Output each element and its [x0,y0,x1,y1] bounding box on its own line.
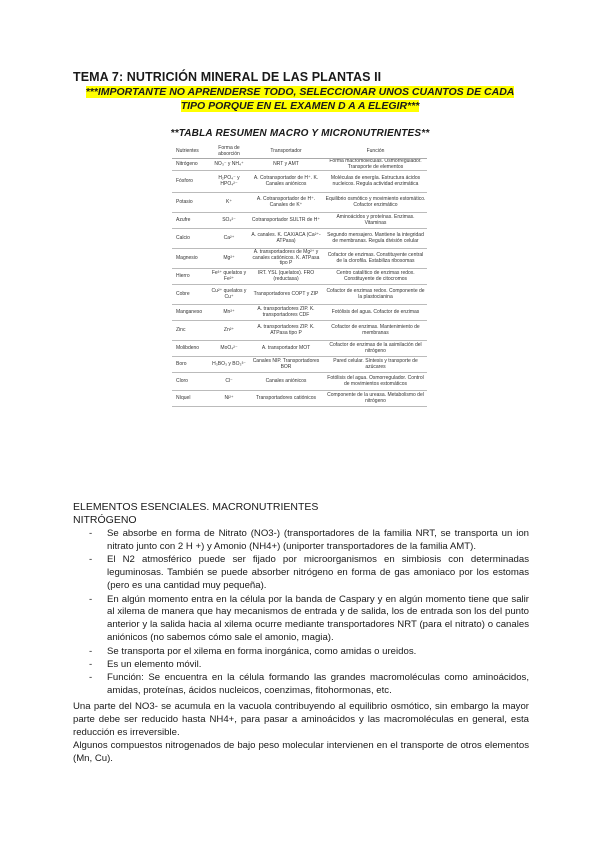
cell-function: Moléculas de energía. Estructura ácidos nucleicos. Regula actividad enzimática [324,171,427,193]
list-item [73,554,529,593]
cell-absorption-form: Ca²⁺ [210,229,248,249]
list-item [73,659,529,672]
bullet-text: Se transporta por el xilema en forma inorgánica, como amidas o ureidos. [107,645,417,657]
cell-nutrient: Boro [172,357,210,373]
header-transporter: Transportador [248,146,324,159]
list-item [73,672,529,698]
table-row [172,321,427,341]
cell-transporter: Canales NIP. Transportadores BOR [248,357,324,373]
table-row [172,171,427,193]
cell-transporter: A. transportadores ZIP. K. transportadores CDF [248,305,324,321]
bullet-dash: - [89,593,93,605]
cell-function: Forma macromoléculas. Osmorregulador. Transporte de elementos [324,159,427,171]
cell-transporter: A. transportador MOT [248,341,324,357]
cell-transporter: A. transportadores de Mg²⁺ y canales catiónicos. K. ATPasa tipo P [248,249,324,269]
cell-nutrient: Níquel [172,391,210,407]
table-row [172,193,427,213]
cell-absorption-form: SO₄²⁻ [210,213,248,229]
table-title: **TABLA RESUMEN MACRO Y MICRONUTRIENTES** [170,128,430,139]
table-row [172,213,427,229]
bullet-dash: - [89,554,93,566]
cell-absorption-form: Ni²⁺ [210,391,248,407]
cell-function: Aminoácidos y proteínas. Enzimas. Vitaminas [324,213,427,229]
cell-function: Cofactor de enzimas de la asimilación del nitrógeno [324,341,427,357]
cell-absorption-form: Mg²⁺ [210,249,248,269]
table-row [172,285,427,305]
cell-absorption-form: Mn²⁺ [210,305,248,321]
table-row [172,229,427,249]
subsection-heading: NITRÓGENO [73,514,137,526]
cell-transporter: A. canales. K. CAX/ACA (Ca²⁺-ATPasa) [248,229,324,249]
cell-nutrient: Potasio [172,193,210,213]
cell-transporter: IRT. YSL (quelatos). FRO (reductasa) [248,269,324,285]
header-function: Función [324,146,427,159]
table-row [172,357,427,373]
table-row [172,249,427,269]
bullet-text: Se absorbe en forma de Nitrato (NO3-) (transportadores de la familia NRT, se transporta un ion nitrato junto con 2 H +) y Amonio (NH4+) (uniporter transportadores de la familia AMT). [107,528,529,552]
cell-transporter: A. Cotransportador de H⁺. K. Canales aniónicos [248,171,324,193]
warning-note [73,86,527,113]
list-item [73,646,529,659]
cell-nutrient: Zinc [172,321,210,341]
table-row [172,373,427,391]
cell-nutrient: Cobre [172,285,210,305]
cell-absorption-form: H₃BO₃ y BO₃³⁻ [210,357,248,373]
cell-absorption-form: Zn²⁺ [210,321,248,341]
cell-absorption-form: Cl⁻ [210,373,248,391]
bullet-dash: - [89,645,93,657]
paragraph: Algunos compuestos nitrogenados de bajo peso molecular intervienen en el transporte de otros elementos (Mn, Cu). [73,739,529,764]
cell-function: Fotólisis del agua. Cofactor de enzimas [324,305,427,321]
bullet-dash: - [89,528,93,539]
header-nutrients: Nutrientes [172,146,210,159]
cell-transporter: Cotransportador SULTR de H⁺ [248,213,324,229]
cell-transporter: Canales aniónicos [248,373,324,391]
section-heading: ELEMENTOS ESENCIALES. MACRONUTRIENTES [73,501,319,513]
cell-transporter: A. Cotransportador de H⁺. Canales de K⁺ [248,193,324,213]
nitrogen-paragraphs [73,701,529,766]
paragraph: Una parte del NO3- se acumula en la vacuola contribuyendo al equilibrio osmótico, sin embargo la mayor parte debe ser reducido hasta NH4+, para pasar a aminoácidos y las macromoléculas en general, esta reducción es irreversible. [73,701,529,738]
cell-function: Pared celular. Síntesis y transporte de azúcares [324,357,427,373]
cell-nutrient: Calcio [172,229,210,249]
cell-transporter: NRT y AMT [248,159,324,171]
cell-nutrient: Azufre [172,213,210,229]
table-row [172,159,427,171]
table-row [172,341,427,357]
cell-absorption-form: K⁺ [210,193,248,213]
bullet-text: Función: Se encuentra en la célula formando las grandes macromoléculas como aminoácidos, amidas, proteínas, ácidos nucleicos, coenzimas, fitohormonas, etc. [107,672,529,697]
cell-function: Cofactor de enzimas redox. Componente de la plastocianina [324,285,427,305]
cell-absorption-form: NO₃⁻ y NH₄⁺ [210,159,248,171]
bullet-dash: - [89,659,93,671]
highlighted-warning-text: ***IMPORTANTE NO APRENDERSE TODO, SELECCIONAR UNOS CUANTOS DE CADA TIPO PORQUE EN EL EXAMEN D A A ELEGIR*** [85,86,515,112]
cell-absorption-form: Cu²⁺ quelatos y Cu⁺ [210,285,248,305]
nitrogen-bullet-list [73,528,529,699]
bullet-dash: - [89,672,93,684]
cell-function: Cofactor de enzimas. Constituyente central de la clorofila. Estabiliza ribosomas [324,249,427,269]
cell-function: Fotólisis del agua. Osmorregulador. Control de movimientos estomáticos [324,373,427,391]
cell-transporter: Transportadores COPT y ZIP [248,285,324,305]
header-absorption-form: Forma de absorción [210,146,248,159]
cell-nutrient: Manganeso [172,305,210,321]
cell-function: Centro catalítico de enzimas redox. Constituyente de citocromos [324,269,427,285]
cell-function: Cofactor de enzimas. Mantenimiento de membranas [324,321,427,341]
cell-nutrient: Fósforo [172,171,210,193]
list-item [73,528,529,554]
cell-transporter: A. transportadores ZIP. K. ATPasa tipo P [248,321,324,341]
cell-function: Segundo mensajero. Mantiene la integridad de membranas. Regula división celular [324,229,427,249]
bullet-text: El N2 atmosférico puede ser fijado por microorganismos en simbiosis con determinadas leguminosas. También se puede absorber nitrógeno en forma de gas amoniaco por los estomas (pero es una cantidad muy pequeña). [107,554,529,592]
cell-absorption-form: MoO₄²⁻ [210,341,248,357]
cell-nutrient: Magnesio [172,249,210,269]
bullet-text: En algún momento entra en la célula por la banda de Caspary y en algún momento tiene que salir al xilema de manera que hay mecanismos de entrada y de salida, los de entrada son los del punto anterior y la salida hacia al xilema ocurre mediante transportadores NRT (para el nitrato) o canales aniónicos (no sabemos cómo sale el amonio, magia). [107,593,529,644]
cell-nutrient: Nitrógeno [172,159,210,171]
cell-absorption-form: Fe³⁺ quelatos y Fe²⁺ [210,269,248,285]
cell-nutrient: Molibdeno [172,341,210,357]
cell-function: Equilibrio osmótico y movimiento estomático. Cofactor enzimático [324,193,427,213]
table-header-row [172,146,427,159]
page-title: TEMA 7: NUTRICIÓN MINERAL DE LAS PLANTAS II [73,70,382,84]
table-row [172,305,427,321]
cell-absorption-form: H₂PO₄⁻ y HPO₄²⁻ [210,171,248,193]
nutrient-summary-table [172,146,427,407]
cell-function: Componente de la ureasa. Metabolismo del nitrógeno [324,391,427,407]
table-row [172,269,427,285]
table-row [172,391,427,407]
bullet-text: Es un elemento móvil. [107,659,202,671]
cell-nutrient: Cloro [172,373,210,391]
list-item [73,594,529,646]
cell-nutrient: Hierro [172,269,210,285]
cell-transporter: Transportadores catiónicos [248,391,324,407]
